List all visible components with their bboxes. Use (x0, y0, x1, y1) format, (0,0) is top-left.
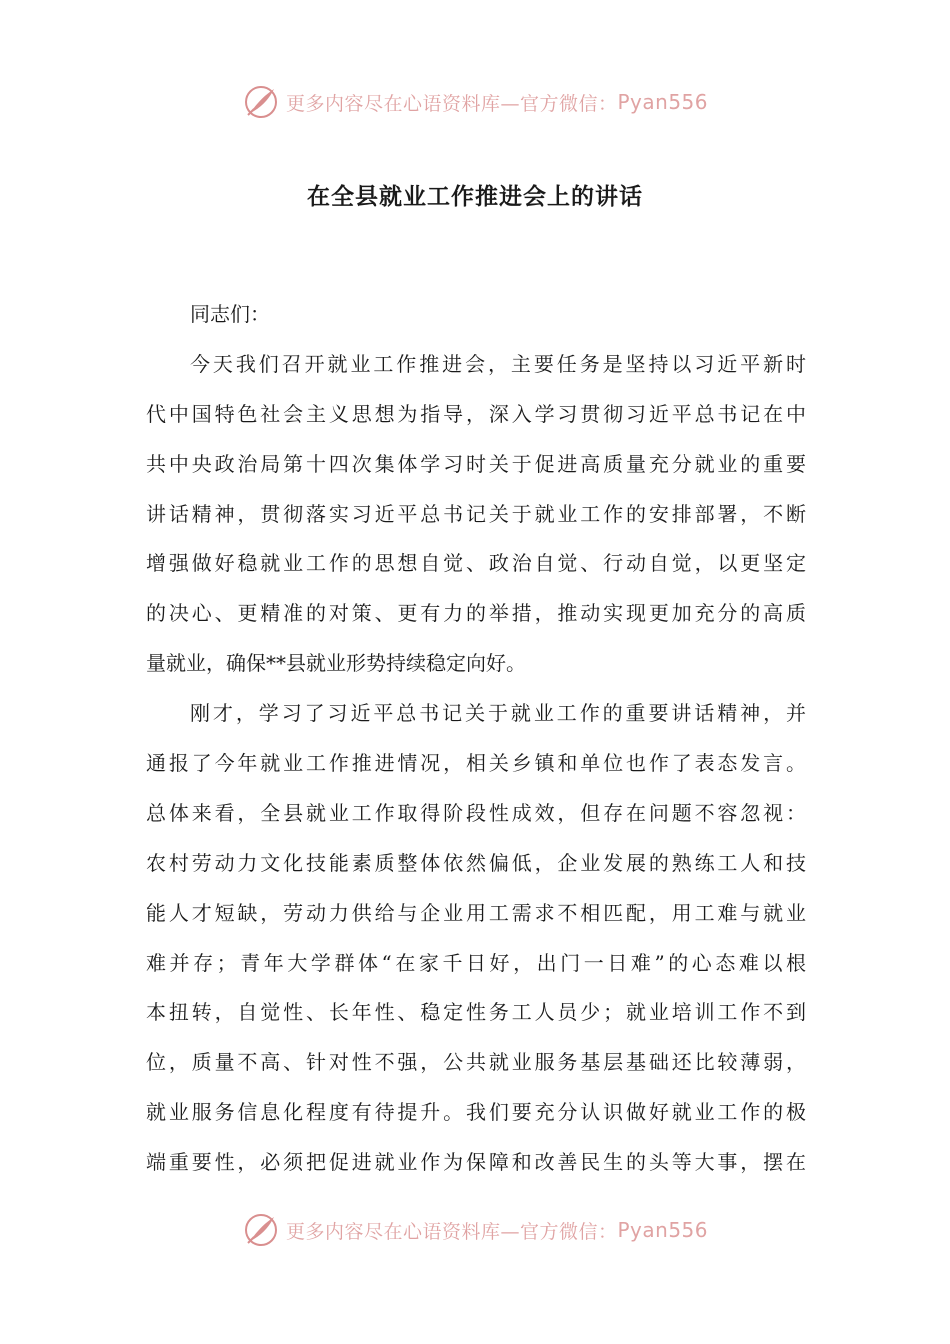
paragraph-2-line: 就业服务信息化程度有待提升。我们要充分认识做好就业工作的极 (146, 1100, 806, 1125)
paragraph-2-line: 端重要性，必须把促进就业作为保障和改善民生的头等大事，摆在 (146, 1150, 806, 1175)
paragraph-2-line: 总体来看，全县就业工作取得阶段性成效，但存在问题不容忽视： (146, 800, 806, 825)
watermark-footer (0, 1208, 950, 1252)
watermark-text: 更多内容尽在心语资料库—官方微信： (285, 92, 618, 115)
paragraph-2-line: 能人才短缺，劳动力供给与企业用工需求不相匹配，用工难与就业 (146, 900, 806, 925)
paragraph-2-line: 通报了今年就业工作推进情况，相关乡镇和单位也作了表态发言。 (146, 751, 806, 776)
paragraph-1-line: 的决心、更精准的对策、更有力的举措，推动实现更加充分的高质 (146, 601, 806, 626)
paragraph-2-line: 本扭转，自觉性、长年性、稳定性务工人员少；就业培训工作不到 (146, 1000, 806, 1025)
watermark-text: 更多内容尽在心语资料库—官方微信： (285, 1220, 618, 1243)
quill-logo-icon (242, 83, 280, 121)
paragraph-2-line: 刚才，学习了习近平总书记关于就业工作的重要讲话精神，并 (190, 701, 806, 726)
watermark-header (0, 80, 950, 124)
watermark-wechat-id: Pyan556 (617, 90, 709, 114)
salutation: 同志们： (190, 302, 270, 326)
paragraph-1-line: 量就业，确保**县就业形势持续稳定向好。 (146, 651, 526, 676)
document-title: 在全县就业工作推进会上的讲话 (307, 184, 643, 210)
paragraph-1-line: 共中央政治局第十四次集体学习时关于促进高质量充分就业的重要 (146, 451, 806, 476)
paragraph-1-line: 代中国特色社会主义思想为指导，深入学习贯彻习近平总书记在中 (146, 401, 806, 426)
paragraph-2-line: 农村劳动力文化技能素质整体依然偏低，企业发展的熟练工人和技 (146, 850, 806, 875)
document-body (146, 290, 806, 1188)
quill-logo-icon (242, 1211, 280, 1249)
paragraph-1-line: 讲话精神，贯彻落实习近平总书记关于就业工作的安排部署，不断 (146, 501, 806, 526)
paragraph-2-line: 位，质量不高、针对性不强，公共就业服务基层基础还比较薄弱， (146, 1050, 806, 1075)
paragraph-1-line: 今天我们召开就业工作推进会，主要任务是坚持以习近平新时 (190, 351, 806, 376)
paragraph-2-line: 难并存；青年大学群体“在家千日好，出门一日难”的心态难以根 (146, 950, 806, 975)
paragraph-1-line: 增强做好稳就业工作的思想自觉、政治自觉、行动自觉，以更坚定 (146, 551, 806, 576)
watermark-wechat-id: Pyan556 (617, 1218, 709, 1242)
